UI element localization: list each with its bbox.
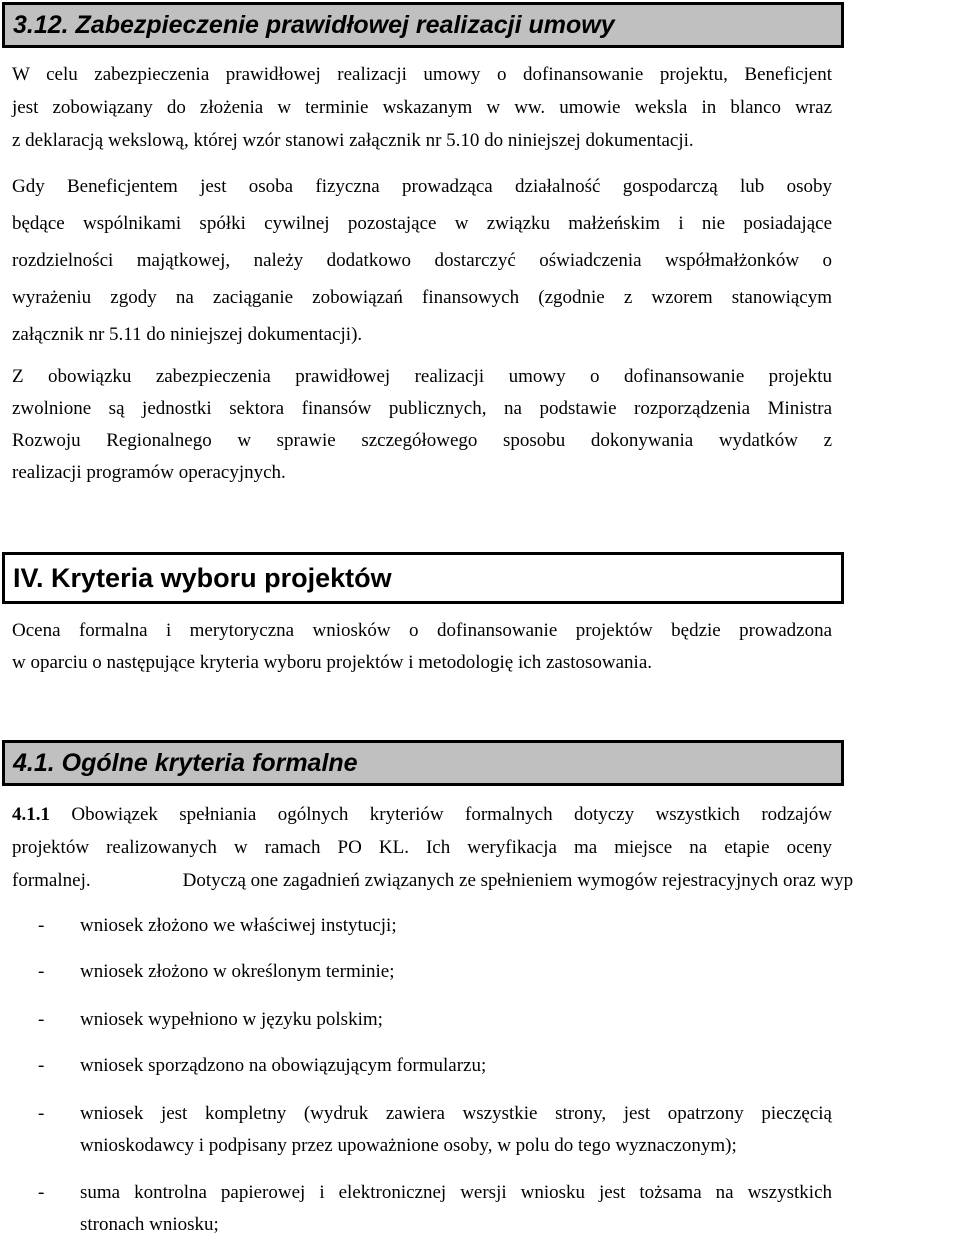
- bullet-dash: -: [38, 1055, 45, 1076]
- paragraph-spouses: [12, 168, 832, 353]
- list-item-text: wniosek złożono we właściwej instytucji;: [80, 915, 397, 936]
- section-heading-iv: [2, 552, 844, 604]
- section-heading-4-1: [2, 740, 844, 786]
- paragraph-formal-criteria: [12, 798, 854, 897]
- paragraph-line: będące wspólnikami spółki cywilnej pozostające w związku małżeńskim i nie posiadające: [12, 213, 832, 234]
- paragraph-line: Z obowiązku zabezpieczenia prawidłowej realizacji umowy o dofinansowanie projektu: [12, 366, 832, 387]
- paragraph-line: W celu zabezpieczenia prawidłowej realizacji umowy o dofinansowanie projektu, Beneficjent: [12, 64, 832, 85]
- list-item-text: wniosek sporządzono na obowiązującym formularzu;: [80, 1055, 487, 1076]
- list-item-text: wnioskodawcy i podpisany przez upoważnione osoby, w polu do tego wyznaczonym);: [80, 1135, 737, 1156]
- list-item-text: stronach wniosku;: [80, 1214, 219, 1235]
- paragraph-line: w oparciu o następujące kryteria wyboru projektów i metodologię ich zastosowania.: [12, 652, 652, 673]
- paragraph-line: realizacji programów operacyjnych.: [12, 462, 286, 483]
- bullet-dash: -: [38, 961, 45, 982]
- paragraph-number: 4.1.1: [12, 804, 50, 825]
- paragraph-line: zwolnione są jednostki sektora finansów publicznych, na podstawie rozporządzenia Ministra: [12, 398, 832, 419]
- section-heading-4-1-text: 4.1. Ogólne kryteria formalne: [13, 749, 358, 777]
- paragraph-line: jest zobowiązany do złożenia w terminie wskazanym w ww. umowie weksla in blanco wraz: [12, 97, 832, 118]
- bullet-dash: -: [38, 1103, 45, 1124]
- list-item-text: wniosek wypełniono w języku polskim;: [80, 1009, 383, 1030]
- paragraph-line: Ocena formalna i merytoryczna wniosków o dofinansowanie projektów będzie prowadzona: [12, 620, 832, 641]
- section-heading-3-12: [2, 2, 844, 48]
- list-item-text: wniosek złożono w określonym terminie;: [80, 961, 395, 982]
- paragraph-line: [12, 864, 960, 897]
- paragraph-weksel: [12, 58, 832, 157]
- paragraph-line: z deklaracją wekslową, której wzór stanowi załącznik nr 5.10 do niniejszej dokumentacji.: [12, 130, 694, 151]
- paragraph-exemption: [12, 361, 832, 489]
- paragraph-line: wyrażeniu zgody na zaciąganie zobowiązań finansowych (zgodnie z wzorem stanowiącym: [12, 287, 832, 308]
- bullet-dash: -: [38, 1009, 45, 1030]
- paragraph-criteria-intro: [12, 615, 832, 679]
- bullet-dash: -: [38, 915, 45, 936]
- list-item-text: suma kontrolna papierowej i elektronicznej wersji wniosku jest tożsama na wszystkich: [80, 1182, 832, 1203]
- paragraph-line-cut: Dotyczą one zagadnień związanych ze spełnieniem wymogów rejestracyjnych oraz wyp: [182, 870, 854, 891]
- paragraph-line: załącznik nr 5.11 do niniejszej dokumentacji).: [12, 324, 363, 345]
- bullet-dash: -: [38, 1182, 45, 1203]
- paragraph-line: rozdzielności majątkowej, należy dodatkowo dostarczyć oświadczenia współmałżonków o: [12, 250, 832, 271]
- paragraph-line-start: formalnej.: [12, 870, 91, 891]
- paragraph-line: projektów realizowanych w ramach PO KL. Ich weryfikacja ma miejsce na etapie oceny: [12, 837, 832, 858]
- section-heading-3-12-text: 3.12. Zabezpieczenie prawidłowej realizacji umowy: [13, 11, 615, 39]
- paragraph-line: [12, 798, 832, 831]
- paragraph-line-rest: Obowiązek spełniania ogólnych kryteriów formalnych dotyczy wszystkich rodzajów: [71, 804, 833, 825]
- paragraph-line: Gdy Beneficjentem jest osoba fizyczna prowadząca działalność gospodarczą lub osoby: [12, 176, 832, 197]
- paragraph-line: Rozwoju Regionalnego w sprawie szczegółowego sposobu dokonywania wydatków z: [12, 430, 832, 451]
- list-item-text: wniosek jest kompletny (wydruk zawiera wszystkie strony, jest opatrzony pieczęcią: [80, 1103, 832, 1124]
- section-heading-iv-text: IV. Kryteria wyboru projektów: [13, 563, 392, 593]
